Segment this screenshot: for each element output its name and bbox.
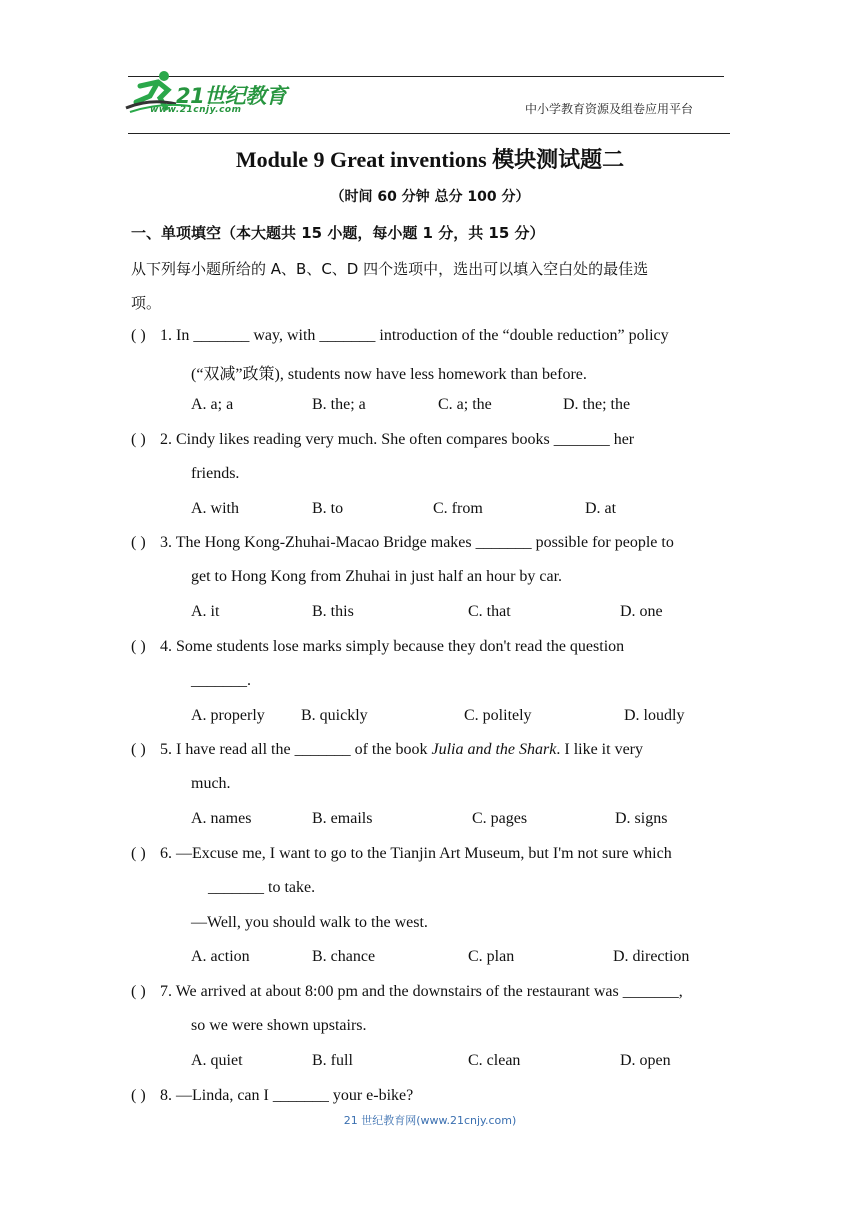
- instruction-line: 从下列每小题所给的 A、B、C、D 四个选项中，选出可以填入空白处的最佳选: [131, 260, 649, 278]
- option-d: D. open: [620, 1052, 671, 1069]
- question-text-part: 5. I have read all the _______ of the book: [160, 741, 432, 758]
- question-text: 1. In _______ way, with _______ introduction of the “double reduction” policy: [160, 327, 669, 344]
- option-b: B. the; a: [312, 396, 366, 413]
- option-c: C. from: [433, 500, 483, 517]
- option-a: A. with: [191, 500, 239, 517]
- question-text: 2. Cindy likes reading very much. She often compares books _______ her: [160, 431, 635, 448]
- answer-blank[interactable]: ( ): [131, 845, 146, 862]
- option-d: D. at: [585, 500, 617, 517]
- section-heading: 一、单项填空（本大题共 15 小题，每小题 1 分，共 15 分）: [131, 224, 545, 242]
- question-text-part: . I like it very: [556, 741, 643, 758]
- option-a: A. names: [191, 810, 252, 827]
- option-c: C. a; the: [438, 396, 492, 413]
- option-c: C. politely: [464, 707, 532, 724]
- question-text: get to Hong Kong from Zhuhai in just half an hour by car.: [191, 568, 563, 585]
- option-d: D. loudly: [624, 707, 685, 724]
- answer-blank[interactable]: ( ): [131, 741, 146, 758]
- question-text: 6. —Excuse me, I want to go to the Tianjin Art Museum, but I'm not sure which: [160, 845, 672, 862]
- option-d: D. one: [620, 603, 663, 620]
- question-text: _______ to take.: [208, 879, 316, 896]
- answer-blank[interactable]: ( ): [131, 534, 146, 551]
- option-d: D. signs: [615, 810, 668, 827]
- question-text: 8. —Linda, can I _______ your e-bike?: [160, 1087, 414, 1104]
- question-text: friends.: [191, 465, 240, 482]
- option-a: A. it: [191, 603, 220, 620]
- option-b: B. emails: [312, 810, 373, 827]
- exam-time-score: （时间 60 分钟 总分 100 分）: [330, 189, 530, 205]
- question-text: much.: [191, 775, 231, 792]
- book-title: Julia and the Shark: [431, 741, 557, 758]
- option-b: B. chance: [312, 948, 376, 965]
- question-text: so we were shown upstairs.: [191, 1017, 367, 1034]
- option-d: D. direction: [613, 948, 690, 965]
- option-a: A. a; a: [191, 396, 234, 413]
- answer-blank[interactable]: ( ): [131, 638, 146, 655]
- option-b: B. quickly: [301, 707, 368, 724]
- page-title: Module 9 Great inventions 模块测试题二: [235, 147, 625, 172]
- question-text: _______.: [191, 672, 251, 689]
- question-text: 3. The Hong Kong-Zhuhai-Macao Bridge makes _______ possible for people to: [160, 534, 674, 551]
- option-c: C. that: [468, 603, 511, 620]
- answer-blank[interactable]: ( ): [131, 1087, 146, 1104]
- footer-link[interactable]: 21 世纪教育网(www.21cnjy.com): [343, 1114, 517, 1127]
- platform-tagline: 中小学教育资源及组卷应用平台: [525, 102, 694, 116]
- option-b: B. this: [312, 603, 354, 620]
- logo-text: 21世纪教育: [176, 84, 287, 108]
- header-rule-bottom: [128, 133, 730, 134]
- question-text: 7. We arrived at about 8:00 pm and the downstairs of the restaurant was _______,: [160, 983, 683, 1000]
- option-b: B. to: [312, 500, 344, 517]
- answer-blank[interactable]: ( ): [131, 983, 146, 1000]
- question-text: (“双减”政策), students now have less homework than before.: [191, 366, 587, 383]
- option-a: A. action: [191, 948, 250, 965]
- answer-blank[interactable]: ( ): [131, 327, 146, 344]
- option-a: A. quiet: [191, 1052, 243, 1069]
- answer-blank[interactable]: ( ): [131, 431, 146, 448]
- question-text: —Well, you should walk to the west.: [191, 914, 428, 931]
- option-a: A. properly: [191, 707, 265, 724]
- option-c: C. plan: [468, 948, 515, 965]
- option-b: B. full: [312, 1052, 353, 1069]
- option-c: C. clean: [468, 1052, 521, 1069]
- question-text: [160, 741, 643, 759]
- option-c: C. pages: [472, 810, 528, 827]
- question-text: 4. Some students lose marks simply because they don't read the question: [160, 638, 625, 655]
- option-d: D. the; the: [563, 396, 631, 413]
- instruction-line: 项。: [131, 294, 162, 312]
- logo-url: www.21cnjy.com: [150, 105, 242, 115]
